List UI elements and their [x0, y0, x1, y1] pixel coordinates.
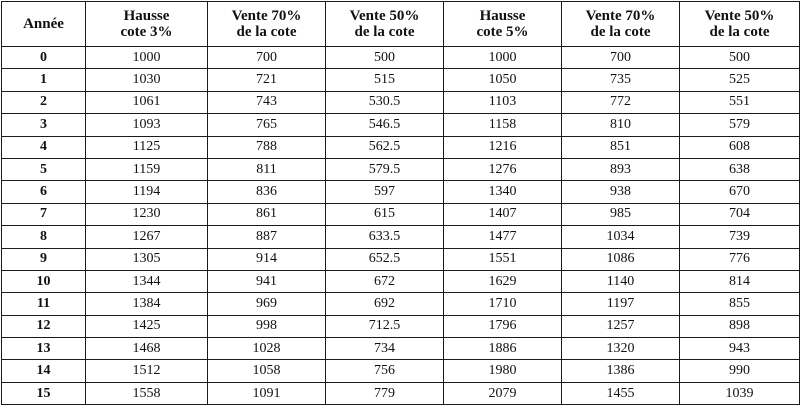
vente-50-b-cell: 1039 — [680, 382, 800, 404]
hausse-3-cell: 1384 — [86, 293, 208, 315]
vente-50-b-cell: 670 — [680, 181, 800, 203]
header-vente-50-b — [680, 2, 800, 47]
header-line-2: de la cote — [709, 24, 770, 40]
table-row — [2, 226, 800, 248]
vente-50-a-cell: 633.5 — [326, 226, 444, 248]
hausse-3-cell: 1125 — [86, 136, 208, 158]
vente-50-b-cell: 638 — [680, 158, 800, 180]
vente-70-b-cell: 772 — [562, 91, 680, 113]
table-row — [2, 360, 800, 382]
hausse-3-cell: 1425 — [86, 315, 208, 337]
header-line-1: Vente 70% — [231, 8, 302, 24]
vente-70-a-cell: 887 — [208, 226, 326, 248]
hausse-5-cell: 1477 — [444, 226, 562, 248]
year-cell: 9 — [2, 248, 86, 270]
year-cell: 3 — [2, 114, 86, 136]
vente-50-b-cell: 608 — [680, 136, 800, 158]
header-hausse-3 — [86, 2, 208, 47]
vente-70-b-cell: 851 — [562, 136, 680, 158]
table-row — [2, 158, 800, 180]
year-cell: 5 — [2, 158, 86, 180]
hausse-3-cell: 1000 — [86, 47, 208, 69]
table-body — [2, 47, 800, 405]
table-row — [2, 338, 800, 360]
hausse-5-cell: 2079 — [444, 382, 562, 404]
hausse-3-cell: 1344 — [86, 270, 208, 292]
vente-70-a-cell: 811 — [208, 158, 326, 180]
year-cell: 6 — [2, 181, 86, 203]
vente-50-a-cell: 530.5 — [326, 91, 444, 113]
year-cell: 12 — [2, 315, 86, 337]
hausse-5-cell: 1276 — [444, 158, 562, 180]
table-row — [2, 315, 800, 337]
vente-50-b-cell: 739 — [680, 226, 800, 248]
header-line-1: Hausse — [123, 8, 170, 24]
hausse-3-cell: 1093 — [86, 114, 208, 136]
vente-70-a-cell: 1028 — [208, 338, 326, 360]
vente-50-a-cell: 734 — [326, 338, 444, 360]
vente-50-b-cell: 855 — [680, 293, 800, 315]
vente-70-a-cell: 861 — [208, 203, 326, 225]
vente-70-b-cell: 735 — [562, 69, 680, 91]
vente-70-b-cell: 1257 — [562, 315, 680, 337]
hausse-5-cell: 1340 — [444, 181, 562, 203]
hausse-5-cell: 1551 — [444, 248, 562, 270]
header-line-1: Vente 50% — [704, 8, 775, 24]
hausse-5-cell: 1050 — [444, 69, 562, 91]
table-row — [2, 91, 800, 113]
hausse-3-cell: 1267 — [86, 226, 208, 248]
table-header — [2, 2, 800, 47]
vente-50-b-cell: 776 — [680, 248, 800, 270]
vente-70-b-cell: 810 — [562, 114, 680, 136]
header-line-2: de la cote — [590, 24, 651, 40]
vente-70-b-cell: 700 — [562, 47, 680, 69]
vente-70-b-cell: 1197 — [562, 293, 680, 315]
hausse-5-cell: 1000 — [444, 47, 562, 69]
vente-50-b-cell: 551 — [680, 91, 800, 113]
hausse-3-cell: 1230 — [86, 203, 208, 225]
vente-50-a-cell: 615 — [326, 203, 444, 225]
year-cell: 10 — [2, 270, 86, 292]
table-row — [2, 293, 800, 315]
vente-50-b-cell: 525 — [680, 69, 800, 91]
vente-70-b-cell: 1140 — [562, 270, 680, 292]
hausse-3-cell: 1512 — [86, 360, 208, 382]
vente-50-a-cell: 672 — [326, 270, 444, 292]
vente-70-a-cell: 998 — [208, 315, 326, 337]
vente-70-a-cell: 941 — [208, 270, 326, 292]
header-vente-70-b — [562, 2, 680, 47]
depreciation-table — [1, 1, 800, 405]
header-hausse-5 — [444, 2, 562, 47]
vente-50-a-cell: 756 — [326, 360, 444, 382]
year-cell: 2 — [2, 91, 86, 113]
hausse-5-cell: 1158 — [444, 114, 562, 136]
vente-50-b-cell: 704 — [680, 203, 800, 225]
hausse-3-cell: 1305 — [86, 248, 208, 270]
vente-70-a-cell: 700 — [208, 47, 326, 69]
vente-70-a-cell: 765 — [208, 114, 326, 136]
header-line-2: de la cote — [236, 24, 297, 40]
vente-50-a-cell: 712.5 — [326, 315, 444, 337]
vente-70-b-cell: 893 — [562, 158, 680, 180]
header-line-2: de la cote — [354, 24, 415, 40]
year-cell: 14 — [2, 360, 86, 382]
header-line-1: Hausse — [479, 8, 526, 24]
hausse-5-cell: 1629 — [444, 270, 562, 292]
vente-50-a-cell: 652.5 — [326, 248, 444, 270]
vente-70-a-cell: 914 — [208, 248, 326, 270]
hausse-5-cell: 1216 — [444, 136, 562, 158]
vente-50-a-cell: 562.5 — [326, 136, 444, 158]
vente-70-a-cell: 1091 — [208, 382, 326, 404]
hausse-5-cell: 1103 — [444, 91, 562, 113]
vente-50-a-cell: 597 — [326, 181, 444, 203]
year-cell: 13 — [2, 338, 86, 360]
vente-50-a-cell: 515 — [326, 69, 444, 91]
hausse-3-cell: 1194 — [86, 181, 208, 203]
vente-50-a-cell: 779 — [326, 382, 444, 404]
hausse-5-cell: 1886 — [444, 338, 562, 360]
year-cell: 15 — [2, 382, 86, 404]
year-cell: 1 — [2, 69, 86, 91]
hausse-3-cell: 1159 — [86, 158, 208, 180]
vente-70-b-cell: 1386 — [562, 360, 680, 382]
vente-70-a-cell: 836 — [208, 181, 326, 203]
vente-70-b-cell: 938 — [562, 181, 680, 203]
vente-50-a-cell: 546.5 — [326, 114, 444, 136]
header-line-1: Vente 50% — [349, 8, 420, 24]
header-annee — [2, 2, 86, 47]
year-cell: 0 — [2, 47, 86, 69]
hausse-3-cell: 1468 — [86, 338, 208, 360]
vente-70-b-cell: 985 — [562, 203, 680, 225]
hausse-5-cell: 1796 — [444, 315, 562, 337]
table-row — [2, 181, 800, 203]
vente-50-b-cell: 579 — [680, 114, 800, 136]
header-line-1: Année — [23, 16, 64, 32]
table-row — [2, 382, 800, 404]
vente-50-b-cell: 898 — [680, 315, 800, 337]
header-line-1: Vente 70% — [585, 8, 656, 24]
table-row — [2, 248, 800, 270]
vente-70-a-cell: 721 — [208, 69, 326, 91]
vente-50-a-cell: 579.5 — [326, 158, 444, 180]
table-row — [2, 203, 800, 225]
year-cell: 11 — [2, 293, 86, 315]
year-cell: 8 — [2, 226, 86, 248]
vente-50-b-cell: 943 — [680, 338, 800, 360]
vente-50-b-cell: 990 — [680, 360, 800, 382]
year-cell: 4 — [2, 136, 86, 158]
hausse-3-cell: 1061 — [86, 91, 208, 113]
header-vente-70-a — [208, 2, 326, 47]
vente-70-a-cell: 788 — [208, 136, 326, 158]
header-row — [2, 2, 800, 47]
hausse-5-cell: 1710 — [444, 293, 562, 315]
hausse-5-cell: 1980 — [444, 360, 562, 382]
vente-70-a-cell: 743 — [208, 91, 326, 113]
hausse-5-cell: 1407 — [444, 203, 562, 225]
vente-50-b-cell: 500 — [680, 47, 800, 69]
vente-70-b-cell: 1455 — [562, 382, 680, 404]
table-row — [2, 114, 800, 136]
vente-70-b-cell: 1034 — [562, 226, 680, 248]
table-row — [2, 136, 800, 158]
vente-50-b-cell: 814 — [680, 270, 800, 292]
year-cell: 7 — [2, 203, 86, 225]
hausse-3-cell: 1558 — [86, 382, 208, 404]
table-row — [2, 69, 800, 91]
vente-70-b-cell: 1320 — [562, 338, 680, 360]
hausse-3-cell: 1030 — [86, 69, 208, 91]
table-row — [2, 47, 800, 69]
vente-50-a-cell: 500 — [326, 47, 444, 69]
vente-70-a-cell: 1058 — [208, 360, 326, 382]
vente-70-b-cell: 1086 — [562, 248, 680, 270]
vente-70-a-cell: 969 — [208, 293, 326, 315]
header-line-2: cote 5% — [476, 24, 529, 40]
header-vente-50-a — [326, 2, 444, 47]
header-line-2: cote 3% — [120, 24, 173, 40]
table-row — [2, 270, 800, 292]
vente-50-a-cell: 692 — [326, 293, 444, 315]
